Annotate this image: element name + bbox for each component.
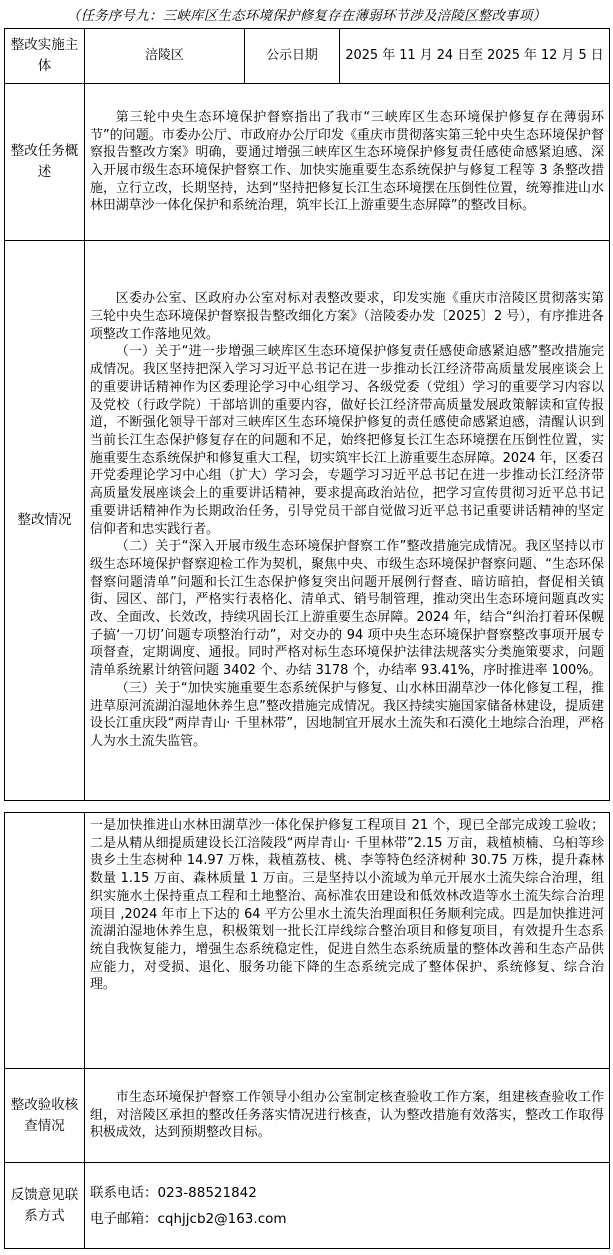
status-row bbox=[5, 241, 610, 801]
status-continuation-cell bbox=[85, 813, 610, 1069]
overview-text: 第三轮中央生态环境保护督察指出了我市“三峡库区生态环境保护修复存在薄弱环节”的问题。市委办公厅、市政府办公厅印发《重庆市贯彻落实第三轮中央生态环境保护督察报告整改方案》明确，要通过增强三峡库区生态环境保护修复责任感使命感紧迫感、深入开展市级生态环境保护督察工作、加快实施重要生态系统保护与修复工程等 3 条整改措施，立行立改，长期坚持，达到“坚持把修复长江生态环境摆在压倒性位置，统筹推进山水林田湖草沙一体化保护和系统治理，筑牢长江上游重要生态屏障”的整改目标。 bbox=[90, 109, 604, 214]
date-value: 2025 年 11 月 24 日至 2025 年 12 月 5 日 bbox=[340, 29, 610, 84]
contact-cell bbox=[85, 1163, 610, 1249]
contact-email[interactable]: 电子邮箱：cqhjjcb2@163.com bbox=[90, 1210, 287, 1227]
contact-label: 反馈意见联系方式 bbox=[5, 1163, 85, 1249]
status-paragraph: 区委办公室、区政府办公室对标对表整改要求，印发实施《重庆市涪陵区贯彻落实第三轮中央生态环境保护督察报告整改细化方案》（涪陵委办发〔2025〕2 号），有序推进各项整改工作落地见效。 bbox=[90, 291, 604, 342]
overview-row bbox=[5, 84, 610, 241]
rectification-table-page-1 bbox=[4, 28, 610, 801]
header-row bbox=[5, 29, 610, 84]
status-label-continued bbox=[5, 813, 85, 1069]
verification-label: 整改验收核查情况 bbox=[5, 1069, 85, 1163]
overview-text-cell bbox=[85, 84, 610, 241]
status-paragraph: （一）关于“进一步增强三峡库区生态环境保护修复责任感使命感紧迫感”整改措施完成情况。我区坚持把深入学习习近平总书记在进一步推动长江经济带高质量发展座谈会上的重要讲话精神作为区委理论学习中心组学习、各级党委（党组）学习的重要学习内容以及党校（行政学院）干部培训的重要内容，做好长江经济带高质量发展政策解读和宣传报道，不断强化领导干部对三峡库区生态环境保护修复的责任感使命感紧迫感，清醒认识到当前长江生态保护修复存在的问题和不足，始终把修复长江生态环境摆在压倒性位置，实施重要生态系统保护和修复重大工程，切实筑牢长江上游重要生态屏障。2024 年，区委召开党委理论学习中心组（扩大）学习会，专题学习习近平总书记在进一步推动长江经济带高质量发展座谈会上的重要讲话精神，要求提高政治站位，把学习宣传贯彻习近平总书记重要讲话精神作为长期政治任务，引导党员干部自觉做习近平总书记重要讲话精神的坚定信仰者和忠实践行者。 bbox=[90, 344, 604, 537]
verification-row bbox=[5, 1069, 610, 1163]
page-title: （任务序号九：三峡库区生态环境保护修复存在薄弱环节涉及涪陵区整改事项） bbox=[66, 8, 547, 24]
status-text-cell bbox=[85, 241, 610, 801]
subject-label: 整改实施主体 bbox=[5, 29, 85, 84]
subject-value: 涪陵区 bbox=[85, 29, 245, 84]
contact-row bbox=[5, 1163, 610, 1249]
contact-phone: 联系电话：023-88521842 bbox=[90, 1184, 257, 1201]
verification-text-cell bbox=[85, 1069, 610, 1163]
status-continuation-text: 一是加快推进山水林田湖草沙一体化保护修复工程项目 21 个，现已全部完成竣工验收；二是从精从细提质建设长江涪陵段“两岸青山· 千里林带”2.15 万亩，栽植桢楠、乌桕等珍贵乡土生态树种 14.97 万株，栽植荔枝、桃、李等特色经济树种 30.75 万株，提升森林数量 1.15 万亩、森林质量 1 万亩。三是坚持以小流域为单元开展水土流失综合治理，组织实施水土保持重点工程和土地整治、高标准农田建设和低效林改造等水土流失综合治理项目 ,2024 年市上下达的 64 平方公里水土流失治理面积任务顺利完成。四是加快推进河流湖泊湿地休养生息，积极策划一批长江岸线综合整治项目和修复项目，有效提升生态系统自我恢复能力，增强生态系统稳定性，促进自然生态系统质量的整体改善和生态产品供应能力，对受损、退化、服务功能下降的生态系统完成了整体保护、系统修复、综合治理。 bbox=[90, 818, 604, 993]
status-paragraph: （三）关于“加快实施重要生态系统保护与修复、山水林田湖草沙一体化修复工程，推进草原河流湖泊湿地休养生息”整改措施完成情况。我区持续实施国家储备林建设，提质建设长江重庆段“两岸青山· 千里林带”，因地制宜开展水土流失和石漠化土地综合治理，严格人为水土流失监管。 bbox=[90, 680, 604, 749]
date-label: 公示日期 bbox=[245, 29, 340, 84]
status-continuation-row bbox=[5, 813, 610, 1069]
rectification-table-page-2 bbox=[4, 812, 610, 1249]
verification-text: 市生态环境保护督察工作领导小组办公室制定核查验收工作方案，组建核查验收工作组，对涪陵区承担的整改任务落实情况进行核查，认为整改措施有效落实，整改工作取得积极成效，达到预期整改目标。 bbox=[90, 1089, 604, 1141]
status-label: 整改情况 bbox=[5, 241, 85, 801]
status-paragraph: （二）关于“深入开展市级生态环境保护督察工作”整改措施完成情况。我区坚持以市级生态环境保护督察迎检工作为契机，聚焦中央、市级生态环境保护督察问题、“生态环保督察问题清单”问题和长江生态保护修复突出问题开展例行督查、暗访暗拍，督促相关镇街、园区、部门，严格实行表格化、清单式、销号制管理，推动突出生态环境问题真改实改、全面改、长效改，持续巩固长江上游重要生态屏障。2024 年，结合“纠治打着环保幌子搞‘一刀切’问题专项整治行动”，对交办的 94 项中央生态环境保护督察整改事项开展专项督查，定期调度、通报。同时严格对标生态环境保护法律法规落实分类施策要求，问题清单系统累计纳管问题 3402 个、办结 3178 个，办结率 93.41%，序时推进率 100%。 bbox=[90, 539, 604, 679]
overview-label: 整改任务概述 bbox=[5, 84, 85, 241]
